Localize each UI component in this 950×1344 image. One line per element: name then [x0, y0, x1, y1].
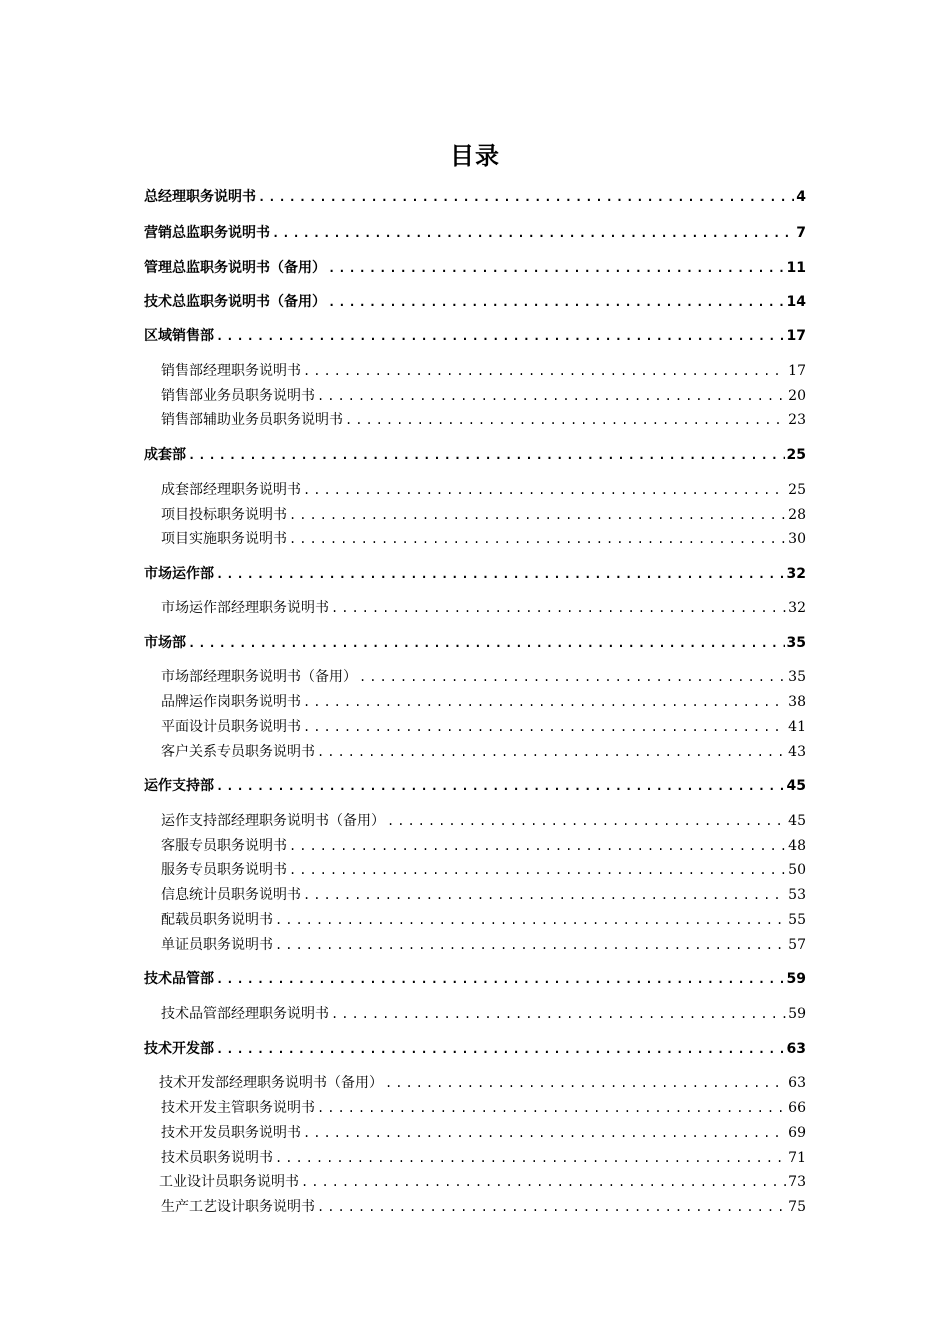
toc-entry[interactable] — [144, 186, 806, 206]
toc-page-number: 59 — [786, 971, 806, 987]
dot-leader — [317, 389, 786, 403]
dot-leader — [216, 1042, 785, 1056]
toc-entry-label: 工业设计员职务说明书 — [159, 1174, 299, 1190]
dot-leader — [317, 745, 786, 759]
toc-page-number: 28 — [788, 507, 806, 523]
toc-entry[interactable] — [144, 222, 806, 242]
toc-page-number: 20 — [788, 388, 806, 404]
toc-entry-label: 技术开发主管职务说明书 — [161, 1100, 315, 1116]
toc-entry-label: 市场部经理职务说明书（备用） — [161, 669, 357, 685]
toc-entry-label: 营销总监职务说明书 — [144, 225, 270, 241]
toc-entry-label: 技术开发员职务说明书 — [161, 1125, 301, 1141]
toc-entry[interactable] — [161, 528, 806, 548]
toc-page-number: 63 — [786, 1041, 806, 1057]
toc-entry-label: 管理总监职务说明书（备用） — [144, 260, 326, 276]
toc-entry-label: 项目实施职务说明书 — [161, 531, 287, 547]
toc-entry-label: 市场运作部经理职务说明书 — [161, 600, 329, 616]
toc-entry-label: 单证员职务说明书 — [161, 937, 273, 953]
toc-page-number: 23 — [788, 412, 806, 428]
toc-page-number: 41 — [788, 719, 806, 735]
toc-entry[interactable] — [161, 835, 806, 855]
dot-leader — [289, 508, 786, 522]
dot-leader — [387, 814, 786, 828]
toc-entry[interactable] — [144, 257, 806, 277]
toc-entry[interactable] — [159, 1171, 806, 1191]
toc-entry-label: 运作支持部经理职务说明书（备用） — [161, 813, 385, 829]
toc-entry[interactable] — [144, 291, 806, 311]
toc-page-number: 38 — [788, 694, 806, 710]
toc-entry-label: 技术开发部经理职务说明书（备用） — [159, 1075, 383, 1091]
toc-page-number: 48 — [788, 838, 806, 854]
toc-entry-label: 市场运作部 — [144, 566, 214, 582]
toc-entry-label: 销售部经理职务说明书 — [161, 363, 301, 379]
dot-leader — [275, 1151, 786, 1165]
toc-entry-label: 技术品管部经理职务说明书 — [161, 1006, 329, 1022]
toc-entry[interactable] — [144, 325, 806, 345]
toc-entry[interactable] — [161, 385, 806, 405]
toc-entry-label: 成套部 — [144, 447, 186, 463]
toc-entry[interactable] — [161, 479, 806, 499]
toc-entry[interactable] — [161, 716, 806, 736]
toc-entry[interactable] — [144, 563, 806, 583]
toc-page-number: 73 — [788, 1174, 806, 1190]
toc-entry-label: 客户关系专员职务说明书 — [161, 744, 315, 760]
toc-entry-label: 配载员职务说明书 — [161, 912, 273, 928]
dot-leader — [216, 329, 785, 343]
dot-leader — [328, 261, 785, 275]
toc-entry-label: 成套部经理职务说明书 — [161, 482, 301, 498]
toc-page-number: 11 — [786, 260, 806, 276]
toc-entry[interactable] — [161, 741, 806, 761]
dot-leader — [188, 448, 785, 462]
dot-leader — [301, 1175, 786, 1189]
toc-page-number: 45 — [788, 813, 806, 829]
toc-entry-label: 平面设计员职务说明书 — [161, 719, 301, 735]
toc-page-number: 25 — [786, 447, 806, 463]
toc-entry-label: 生产工艺设计职务说明书 — [161, 1199, 315, 1215]
dot-leader — [258, 190, 794, 204]
toc-entry-label: 运作支持部 — [144, 778, 214, 794]
toc-entry[interactable] — [144, 444, 806, 464]
toc-page-number: 53 — [788, 887, 806, 903]
toc-page-number: 14 — [786, 294, 806, 310]
dot-leader — [385, 1076, 786, 1090]
toc-page-number: 4 — [796, 189, 806, 205]
toc-entry-label: 信息统计员职务说明书 — [161, 887, 301, 903]
toc-entry[interactable] — [161, 1147, 806, 1167]
toc-entry[interactable] — [161, 504, 806, 524]
toc-entry[interactable] — [161, 409, 806, 429]
toc-entry[interactable] — [159, 1072, 806, 1092]
toc-entry-label: 区域销售部 — [144, 328, 214, 344]
toc-entry-label: 销售部业务员职务说明书 — [161, 388, 315, 404]
toc-page-number: 17 — [788, 363, 806, 379]
toc-page-number: 7 — [796, 225, 806, 241]
toc-entry[interactable] — [161, 1097, 806, 1117]
toc-entry[interactable] — [144, 968, 806, 988]
toc-page-number: 50 — [788, 862, 806, 878]
toc-entry[interactable] — [161, 666, 806, 686]
page-title: 目录 — [450, 142, 500, 170]
toc-entry[interactable] — [161, 1003, 806, 1023]
toc-entry-label: 服务专员职务说明书 — [161, 862, 287, 878]
toc-entry-label: 品牌运作岗职务说明书 — [161, 694, 301, 710]
toc-page-number: 71 — [788, 1150, 806, 1166]
toc-entry[interactable] — [161, 909, 806, 929]
toc-page-number: 30 — [788, 531, 806, 547]
toc-entry[interactable] — [161, 597, 806, 617]
dot-leader — [289, 863, 786, 877]
toc-entry[interactable] — [161, 934, 806, 954]
toc-entry[interactable] — [161, 810, 806, 830]
toc-entry[interactable] — [161, 691, 806, 711]
toc-page-number: 32 — [788, 600, 806, 616]
dot-leader — [328, 295, 785, 309]
toc-page-number: 32 — [786, 566, 806, 582]
toc-page-number: 17 — [786, 328, 806, 344]
dot-leader — [272, 226, 794, 240]
dot-leader — [345, 413, 786, 427]
toc-entry[interactable] — [144, 1038, 806, 1058]
dot-leader — [275, 938, 786, 952]
toc-entry-label: 客服专员职务说明书 — [161, 838, 287, 854]
toc-page-number: 25 — [788, 482, 806, 498]
toc-page-number: 63 — [788, 1075, 806, 1091]
toc-page-number: 43 — [788, 744, 806, 760]
dot-leader — [303, 364, 786, 378]
toc-page-number: 35 — [788, 669, 806, 685]
toc-entry[interactable] — [161, 1196, 806, 1216]
toc-entry[interactable] — [161, 859, 806, 879]
dot-leader — [331, 601, 786, 615]
toc-entry[interactable] — [144, 632, 806, 652]
toc-entry[interactable] — [161, 360, 806, 380]
toc-entry-label: 技术品管部 — [144, 971, 214, 987]
toc-entry-label: 项目投标职务说明书 — [161, 507, 287, 523]
dot-leader — [216, 972, 785, 986]
toc-entry[interactable] — [161, 884, 806, 904]
toc-entry[interactable] — [161, 1122, 806, 1142]
toc-entry-label: 技术总监职务说明书（备用） — [144, 294, 326, 310]
toc-entry-label: 市场部 — [144, 635, 186, 651]
dot-leader — [303, 695, 786, 709]
dot-leader — [303, 888, 786, 902]
toc-page-number: 69 — [788, 1125, 806, 1141]
dot-leader — [303, 1126, 786, 1140]
dot-leader — [289, 532, 786, 546]
dot-leader — [331, 1007, 786, 1021]
toc-page-number: 35 — [786, 635, 806, 651]
dot-leader — [303, 720, 786, 734]
toc-entry-label: 总经理职务说明书 — [144, 189, 256, 205]
toc-page-number: 75 — [788, 1199, 806, 1215]
toc-page-number: 45 — [786, 778, 806, 794]
toc-page-number: 59 — [788, 1006, 806, 1022]
toc-entry[interactable] — [144, 775, 806, 795]
toc-page-number: 57 — [788, 937, 806, 953]
dot-leader — [303, 483, 786, 497]
dot-leader — [188, 636, 785, 650]
toc-page-number: 66 — [788, 1100, 806, 1116]
dot-leader — [216, 567, 785, 581]
toc-entry-label: 技术员职务说明书 — [161, 1150, 273, 1166]
dot-leader — [317, 1101, 786, 1115]
dot-leader — [275, 913, 786, 927]
dot-leader — [289, 839, 786, 853]
dot-leader — [317, 1200, 786, 1214]
dot-leader — [359, 670, 786, 684]
toc-entry-label: 销售部辅助业务员职务说明书 — [161, 412, 343, 428]
toc-page-number: 55 — [788, 912, 806, 928]
toc-entry-label: 技术开发部 — [144, 1041, 214, 1057]
dot-leader — [216, 779, 785, 793]
